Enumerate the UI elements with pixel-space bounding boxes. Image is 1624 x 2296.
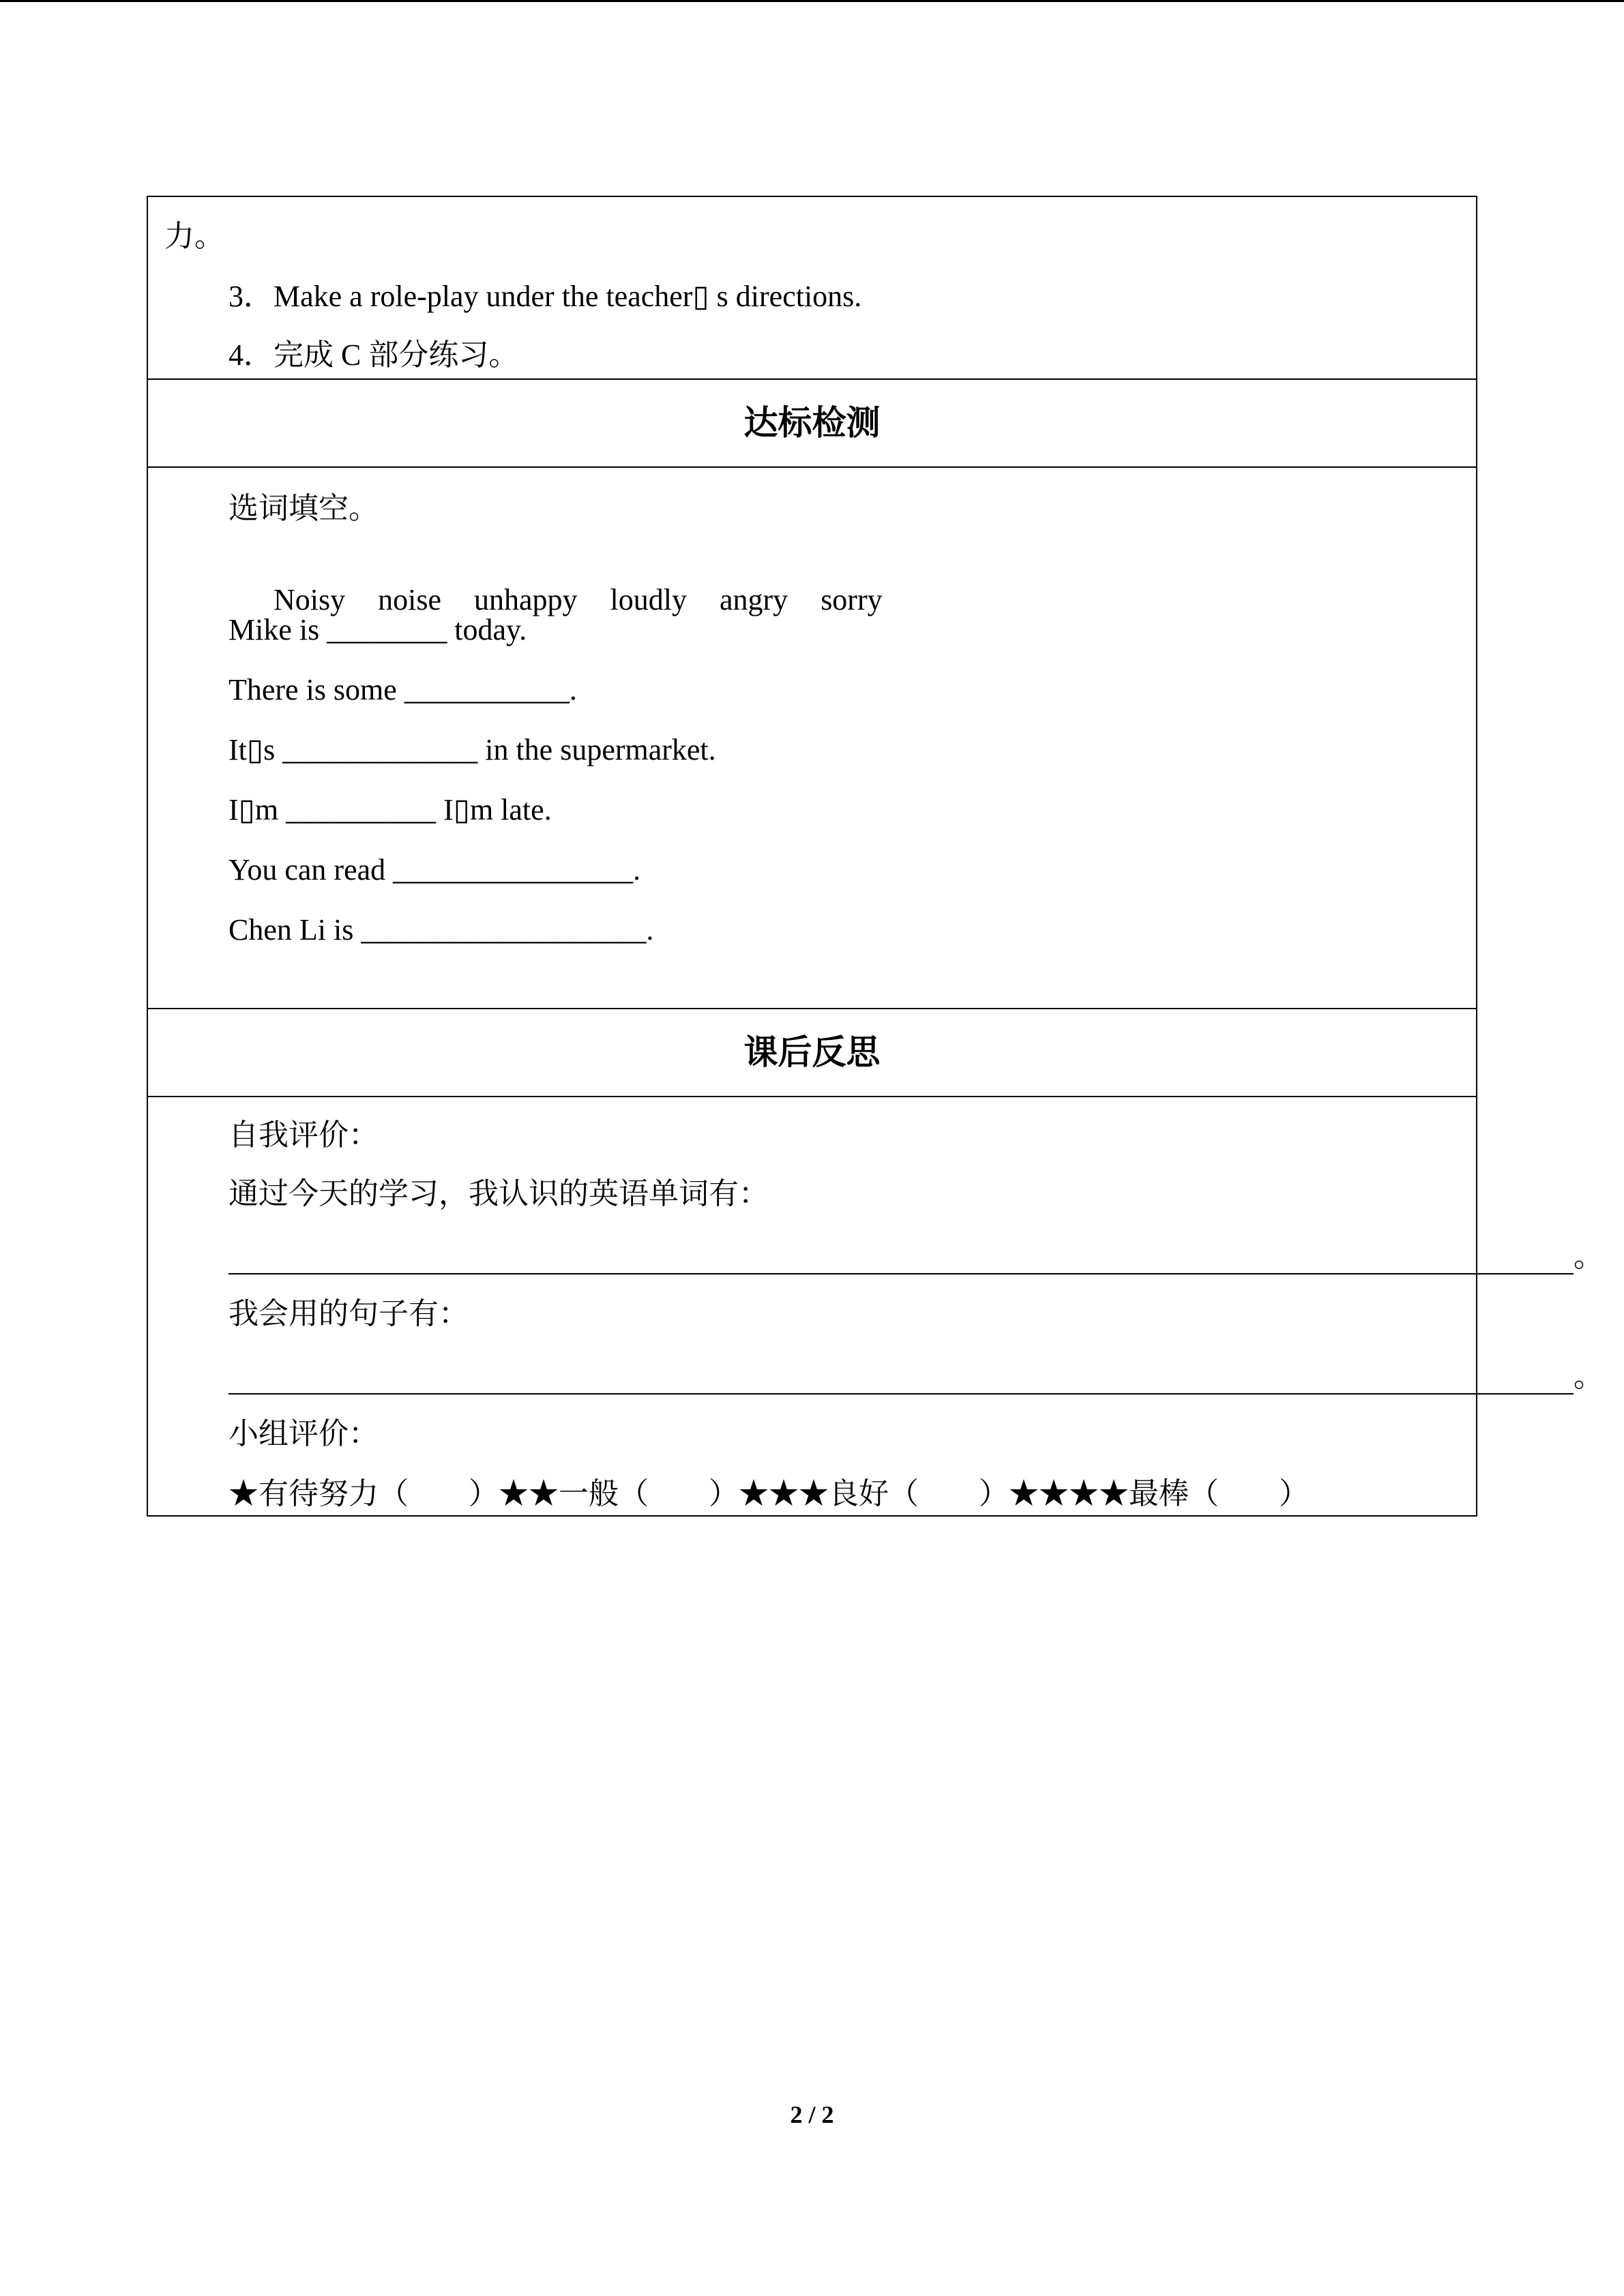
- fill-in-instruction: 选词填空。: [228, 492, 379, 525]
- assessment-heading: 达标检测: [743, 403, 881, 443]
- group-eval-label: 小组评价：: [228, 1417, 379, 1450]
- activities-line-2: 3．Make a role-play under the teacher▯ s directions.: [228, 280, 862, 313]
- sentences-blank-line: [228, 1393, 1574, 1395]
- reflection-heading-cell: [148, 1008, 1476, 1096]
- exercise-item: Chen Li is ___________________.: [228, 913, 654, 946]
- word-bank-item: unhappy: [474, 583, 578, 616]
- activities-line-1: 力。: [164, 220, 224, 253]
- page-number: 2 / 2: [790, 2101, 834, 2128]
- word-bank-item: Noisy: [274, 583, 346, 616]
- word-bank-item: noise: [378, 583, 442, 616]
- sentences-prompt: 我会用的句子有：: [228, 1297, 469, 1330]
- reflection-heading: 课后反思: [743, 1032, 881, 1072]
- lesson-table: [147, 196, 1604, 1517]
- self-eval-label: 自我评价：: [228, 1118, 379, 1152]
- star-rating-line: ★有待努力（ ）★★一般（ ）★★★良好（ ）★★★★最棒（ ）: [228, 1477, 1309, 1510]
- word-bank-item: angry: [720, 583, 788, 616]
- exercise-item: It▯s _____________ in the supermarket.: [228, 733, 716, 766]
- page-top-border: [0, 0, 1624, 2]
- activities-cell: [148, 197, 1476, 378]
- assessment-heading-cell: [148, 378, 1476, 466]
- exercise-item: Mike is ________ today.: [228, 613, 527, 646]
- word-bank-item: sorry: [821, 583, 883, 616]
- activities-line-3: 4．完成 C 部分练习。: [228, 338, 519, 372]
- words-blank-end: 。: [1574, 1240, 1604, 1273]
- words-prompt: 通过今天的学习，我认识的英语单词有：: [228, 1177, 769, 1210]
- exercise-item: There is some ___________.: [228, 673, 577, 706]
- exercise-item: You can read ________________.: [228, 853, 641, 886]
- word-bank-item: loudly: [610, 583, 687, 616]
- sentences-blank-end: 。: [1574, 1360, 1604, 1393]
- reflection-body-cell: [148, 1096, 1604, 1515]
- exercise-item: I▯m __________ I▯m late.: [228, 793, 552, 826]
- words-blank-line: [228, 1273, 1574, 1274]
- assessment-body-cell: [148, 466, 1476, 1008]
